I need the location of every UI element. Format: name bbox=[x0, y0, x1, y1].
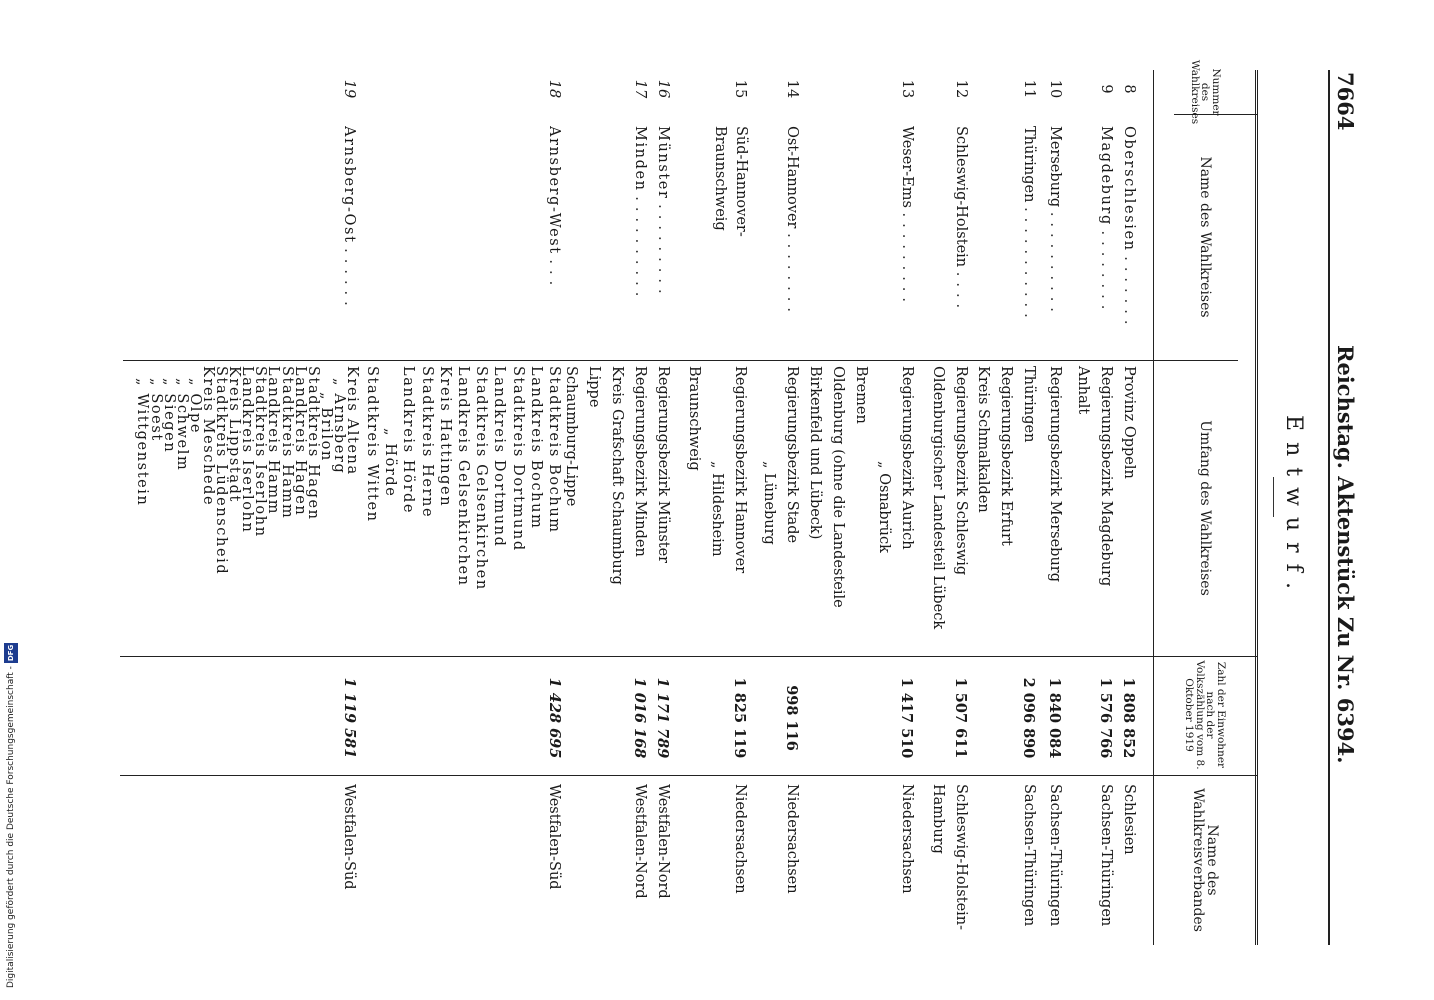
credit-text: Digitalisierung gefördert durch die Deutsche Forschungsgemeinschaft - bbox=[6, 666, 16, 988]
column-header-einwohner: Zahl der Einwohner nach der Volkszählung vom 8. Oktober 1919 bbox=[1183, 660, 1227, 770]
row-verband: Westfalen-Süd bbox=[546, 784, 562, 890]
table-top-rule bbox=[1255, 70, 1258, 945]
row-verband: Niedersachsen bbox=[784, 784, 800, 894]
row-number: 11 bbox=[1021, 79, 1037, 99]
dfg-logo: DFG bbox=[4, 643, 18, 663]
row-name: Thüringen ........... bbox=[1021, 126, 1037, 324]
row-einwohner: 1 507 611 bbox=[952, 677, 969, 759]
row-einwohner: 1 808 852 bbox=[1120, 677, 1137, 759]
column-header-nummer: Nummer des Wahlkreises bbox=[1188, 59, 1222, 125]
row-einwohner: 1 428 695 bbox=[546, 677, 563, 759]
row-number: 15 bbox=[732, 79, 748, 99]
heading-entwurf: Entwurf. bbox=[1281, 415, 1306, 600]
document-page bbox=[96, 59, 1358, 945]
row-name: Weser-Ems ......... bbox=[899, 126, 915, 309]
row-verband: Westfalen-Süd bbox=[341, 784, 357, 890]
row-number: 13 bbox=[899, 79, 915, 99]
row-verband: Schlesien bbox=[1121, 784, 1137, 855]
column-header-umfang: Umfang des Wahlkreises bbox=[1197, 420, 1213, 596]
table-header-rule bbox=[1153, 70, 1154, 945]
row-verband: Sachsen-Thüringen bbox=[1021, 784, 1037, 927]
document-title: Reichstag. Aktenstück Zu Nr. 6394. bbox=[1333, 345, 1358, 764]
row-umfang: Regierungsbezirk Schleswig Oldenburgischer Landesteil Lübeck bbox=[930, 366, 969, 630]
row-einwohner: 1 417 510 bbox=[898, 677, 915, 759]
row-number: 14 bbox=[784, 79, 800, 99]
digitization-credit bbox=[4, 603, 18, 988]
row-einwohner: 998 116 bbox=[783, 685, 800, 751]
row-number: 17 bbox=[632, 79, 648, 99]
row-umfang: Regierungsbezirk Minden Kreis Grafschaft Schaumburg Lippe Schaumburg-Lippe bbox=[563, 366, 648, 585]
row-name: Merseburg .......... bbox=[1047, 126, 1063, 318]
row-name: Minden .......... bbox=[632, 126, 648, 303]
row-number: 12 bbox=[953, 79, 969, 99]
row-umfang: Kreis Altena „ Arnsberg „ Brilon Stadtkreis Hagen Landkreis Hagen Stadtkreis Hamm Landkreis Hamm Stadtkreis Iserlohn Landkreis Iserlohn Kreis Lippstadt Stadtkreis Lüdenscheid Kreis Meschede „ Olpe „ Schwelm „ Siegen „ Soest „ Wittgenstein bbox=[134, 366, 360, 576]
row-number: 19 bbox=[341, 79, 357, 99]
row-name: Arnsberg-Ost ...... bbox=[341, 126, 357, 312]
row-name: Magdeburg ........ bbox=[1098, 126, 1114, 316]
row-number: 10 bbox=[1047, 79, 1063, 99]
row-umfang: Regierungsbezirk Münster bbox=[655, 366, 671, 564]
row-einwohner: 2 096 890 bbox=[1020, 677, 1037, 759]
row-umfang: Regierungsbezirk Aurich „ Osnabrück Bremen Oldenburg (ohne die Landesteile Birkenfeld und Lübeck) bbox=[807, 366, 915, 608]
row-einwohner: 1 119 581 bbox=[341, 677, 358, 759]
row-name: Süd-Hannover-Braunschweig bbox=[712, 126, 749, 237]
column-divider bbox=[120, 656, 1258, 657]
row-umfang: Regierungsbezirk Merseburg bbox=[1047, 366, 1063, 583]
heading-underline bbox=[1273, 477, 1274, 517]
column-divider bbox=[120, 775, 1258, 776]
column-header-name: Name des Wahlkreises bbox=[1197, 156, 1213, 318]
row-verband: Niedersachsen bbox=[899, 784, 915, 894]
row-verband: Sachsen-Thüringen bbox=[1098, 784, 1114, 927]
row-verband: Westfalen-Nord bbox=[655, 784, 671, 899]
column-header-verband: Name des Wahlkreisverbandes bbox=[1190, 788, 1220, 932]
row-umfang: Regierungsbezirk Magdeburg Anhalt bbox=[1075, 366, 1114, 587]
header-rule bbox=[1328, 70, 1330, 945]
row-einwohner: 1 840 084 bbox=[1046, 677, 1063, 759]
column-divider bbox=[123, 360, 1238, 361]
row-number: 18 bbox=[546, 79, 562, 99]
row-einwohner: 1 171 789 bbox=[654, 677, 671, 759]
row-name: Münster ......... bbox=[655, 126, 671, 300]
row-number: 9 bbox=[1098, 84, 1114, 94]
page-number: 7664 bbox=[1333, 72, 1358, 131]
row-umfang: Thüringen Regierungsbezirk Erfurt Kreis Schmalkalden bbox=[975, 366, 1037, 546]
row-einwohner: 1 016 168 bbox=[631, 677, 648, 759]
row-umfang: Regierungsbezirk Hannover „ Hildesheim Braunschweig bbox=[686, 366, 748, 574]
row-name: Arnsberg-West ... bbox=[546, 126, 562, 292]
row-verband: Sachsen-Thüringen bbox=[1047, 784, 1063, 927]
row-verband: Westfalen-Nord bbox=[632, 784, 648, 899]
row-name: Ost-Hannover ........ bbox=[784, 126, 800, 318]
row-umfang: Provinz Oppeln bbox=[1121, 366, 1137, 479]
row-einwohner: 1 825 119 bbox=[731, 677, 748, 759]
row-number: 16 bbox=[655, 79, 671, 99]
row-einwohner: 1 576 766 bbox=[1097, 677, 1114, 759]
row-umfang: Regierungsbezirk Stade „ Lüneburg bbox=[761, 366, 800, 545]
row-umfang: Stadtkreis Bochum Landkreis Bochum Stadtkreis Dortmund Landkreis Dortmund Stadtkreis Gelsenkirchen Landkreis Gelsenkirchen Kreis Hattingen Stadtkreis Herne Landkreis Hörde „ Hörde Stadtkreis Witten bbox=[363, 366, 562, 591]
row-name: Oberschlesien ....... bbox=[1121, 126, 1137, 331]
row-name: Schleswig-Holstein .... bbox=[953, 126, 969, 315]
row-verband: Niedersachsen bbox=[732, 784, 748, 894]
row-number: 8 bbox=[1121, 84, 1137, 94]
row-verband: Schleswig-Holstein-Hamburg bbox=[930, 784, 969, 931]
